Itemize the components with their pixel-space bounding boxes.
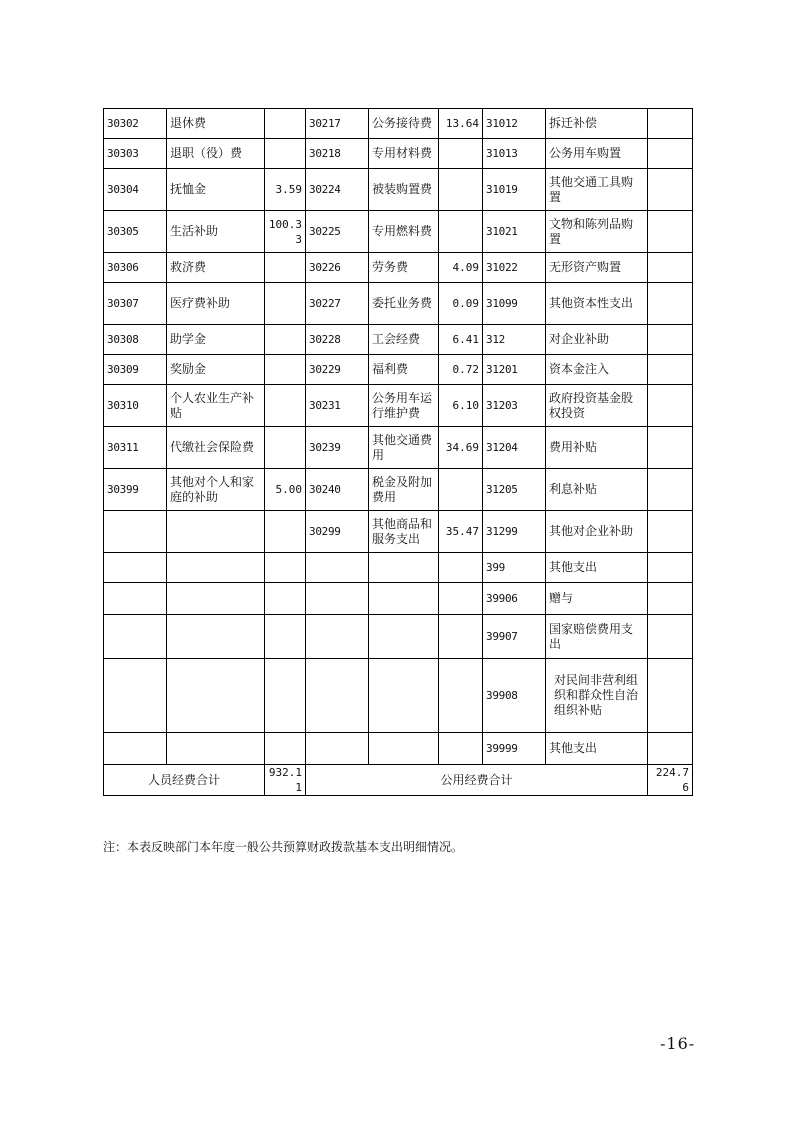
amount-cell: 100.33 [265,211,306,253]
item-name-cell: 其他资本性支出 [546,283,648,325]
table-row [104,325,693,355]
item-name-cell [167,553,265,583]
totals-row [104,765,693,796]
item-code-cell: 31013 [483,139,546,169]
table-row [104,109,693,139]
item-code-cell [306,733,369,765]
amount-cell [648,385,693,427]
item-code-cell: 30302 [104,109,167,139]
amount-cell: 35.47 [439,511,483,553]
table-row [104,169,693,211]
item-name-cell: 无形资产购置 [546,253,648,283]
item-name-cell [369,733,439,765]
amount-cell [265,615,306,659]
item-code-cell: 30310 [104,385,167,427]
item-name-cell: 其他支出 [546,553,648,583]
item-code-cell: 30309 [104,355,167,385]
item-name-cell: 资本金注入 [546,355,648,385]
item-code-cell [306,659,369,733]
item-name-cell [167,583,265,615]
item-name-cell: 其他对企业补助 [546,511,648,553]
item-name-cell: 医疗费补助 [167,283,265,325]
item-code-cell: 31204 [483,427,546,469]
amount-cell [648,325,693,355]
amount-cell [265,427,306,469]
amount-cell: 0.72 [439,355,483,385]
item-name-cell: 其他支出 [546,733,648,765]
item-code-cell: 399 [483,553,546,583]
item-name-cell [369,553,439,583]
item-code-cell [104,615,167,659]
amount-cell [648,139,693,169]
item-name-cell: 其他商品和服务支出 [369,511,439,553]
item-name-cell [369,583,439,615]
table-row [104,139,693,169]
item-code-cell: 30304 [104,169,167,211]
item-code-cell: 31012 [483,109,546,139]
item-code-cell [306,615,369,659]
item-code-cell: 30305 [104,211,167,253]
item-name-cell: 助学金 [167,325,265,355]
item-code-cell: 30299 [306,511,369,553]
amount-cell [648,733,693,765]
table-row [104,615,693,659]
item-name-cell: 国家赔偿费用支出 [546,615,648,659]
item-code-cell: 31099 [483,283,546,325]
amount-cell: 5.00 [265,469,306,511]
item-code-cell: 30306 [104,253,167,283]
item-name-cell [167,659,265,733]
item-code-cell: 30399 [104,469,167,511]
item-name-cell: 奖励金 [167,355,265,385]
amount-cell [439,169,483,211]
page-number: -16- [660,1034,696,1053]
table-row [104,553,693,583]
item-code-cell: 30239 [306,427,369,469]
item-code-cell: 30227 [306,283,369,325]
amount-cell [265,109,306,139]
table-row [104,469,693,511]
amount-cell: 34.69 [439,427,483,469]
item-code-cell: 39906 [483,583,546,615]
public-total-value: 224.76 [648,765,693,796]
personnel-total-value: 932.11 [265,765,306,796]
item-name-cell: 工会经费 [369,325,439,355]
table-row [104,659,693,733]
item-code-cell: 30231 [306,385,369,427]
item-name-cell: 生活补助 [167,211,265,253]
amount-cell [648,583,693,615]
amount-cell [265,325,306,355]
item-code-cell: 30303 [104,139,167,169]
item-code-cell [104,659,167,733]
item-code-cell: 30228 [306,325,369,355]
table-row [104,427,693,469]
item-code-cell [306,553,369,583]
item-code-cell: 30311 [104,427,167,469]
amount-cell [265,659,306,733]
table-body [104,109,693,765]
amount-cell [265,553,306,583]
item-code-cell: 30226 [306,253,369,283]
amount-cell [265,355,306,385]
item-name-cell: 政府投资基金股权投资 [546,385,648,427]
amount-cell: 13.64 [439,109,483,139]
amount-cell [648,211,693,253]
item-code-cell: 31019 [483,169,546,211]
item-name-cell: 利息补贴 [546,469,648,511]
item-code-cell: 31022 [483,253,546,283]
amount-cell [265,385,306,427]
item-name-cell: 劳务费 [369,253,439,283]
item-code-cell: 31205 [483,469,546,511]
item-name-cell: 个人农业生产补贴 [167,385,265,427]
table-row [104,583,693,615]
amount-cell [265,583,306,615]
item-name-cell: 福利费 [369,355,439,385]
table-row [104,385,693,427]
item-name-cell: 文物和陈列品购置 [546,211,648,253]
amount-cell: 0.09 [439,283,483,325]
item-code-cell [104,553,167,583]
item-name-cell [369,615,439,659]
amount-cell [265,733,306,765]
item-code-cell [104,511,167,553]
amount-cell [648,169,693,211]
table-row [104,733,693,765]
item-name-cell: 税金及附加费用 [369,469,439,511]
item-code-cell: 31201 [483,355,546,385]
amount-cell [265,283,306,325]
amount-cell: 6.10 [439,385,483,427]
item-name-cell: 公务用车运行维护费 [369,385,439,427]
amount-cell [439,583,483,615]
item-code-cell: 30240 [306,469,369,511]
item-code-cell: 30217 [306,109,369,139]
amount-cell: 3.59 [265,169,306,211]
table-row [104,283,693,325]
item-code-cell: 30225 [306,211,369,253]
item-name-cell: 委托业务费 [369,283,439,325]
item-code-cell: 30308 [104,325,167,355]
amount-cell [439,469,483,511]
amount-cell [439,733,483,765]
table-note: 注：本表反映部门本年度一般公共预算财政拨款基本支出明细情况。 [103,840,464,854]
amount-cell [265,139,306,169]
item-name-cell: 其他交通费用 [369,427,439,469]
item-name-cell: 公务接待费 [369,109,439,139]
amount-cell: 4.09 [439,253,483,283]
amount-cell [648,109,693,139]
item-name-cell: 专用材料费 [369,139,439,169]
item-name-cell: 专用燃料费 [369,211,439,253]
amount-cell [648,553,693,583]
expenditure-detail-table [103,108,693,796]
table-row [104,355,693,385]
item-code-cell [104,733,167,765]
amount-cell [648,659,693,733]
item-code-cell [306,583,369,615]
item-name-cell: 赠与 [546,583,648,615]
item-code-cell: 39908 [483,659,546,733]
item-name-cell: 公务用车购置 [546,139,648,169]
item-name-cell: 对民间非营利组织和群众性自治组织补贴 [546,659,648,733]
table-row [104,511,693,553]
amount-cell [439,615,483,659]
amount-cell [648,427,693,469]
item-code-cell: 39999 [483,733,546,765]
item-code-cell: 312 [483,325,546,355]
item-name-cell: 拆迁补偿 [546,109,648,139]
item-code-cell: 39907 [483,615,546,659]
item-code-cell: 30224 [306,169,369,211]
item-name-cell [167,615,265,659]
item-name-cell: 抚恤金 [167,169,265,211]
item-name-cell: 其他对个人和家庭的补助 [167,469,265,511]
table-row [104,211,693,253]
item-code-cell: 31203 [483,385,546,427]
personnel-total-label: 人员经费合计 [104,765,265,796]
item-name-cell: 退职（役）费 [167,139,265,169]
item-code-cell: 30307 [104,283,167,325]
amount-cell [648,283,693,325]
amount-cell [265,511,306,553]
item-code-cell: 30229 [306,355,369,385]
amount-cell [648,355,693,385]
item-name-cell: 对企业补助 [546,325,648,355]
amount-cell [648,615,693,659]
item-name-cell: 费用补贴 [546,427,648,469]
item-name-cell: 被装购置费 [369,169,439,211]
amount-cell [648,469,693,511]
public-total-label: 公用经费合计 [306,765,648,796]
amount-cell [439,553,483,583]
amount-cell [648,511,693,553]
item-name-cell: 退休费 [167,109,265,139]
table-row [104,253,693,283]
item-code-cell: 30218 [306,139,369,169]
amount-cell [648,253,693,283]
item-name-cell: 代缴社会保险费 [167,427,265,469]
item-code-cell [104,583,167,615]
amount-cell: 6.41 [439,325,483,355]
item-name-cell: 救济费 [167,253,265,283]
item-name-cell [369,659,439,733]
item-name-cell: 其他交通工具购置 [546,169,648,211]
item-code-cell: 31021 [483,211,546,253]
amount-cell [439,659,483,733]
item-name-cell [167,733,265,765]
item-name-cell [167,511,265,553]
amount-cell [439,211,483,253]
amount-cell [439,139,483,169]
item-code-cell: 31299 [483,511,546,553]
amount-cell [265,253,306,283]
